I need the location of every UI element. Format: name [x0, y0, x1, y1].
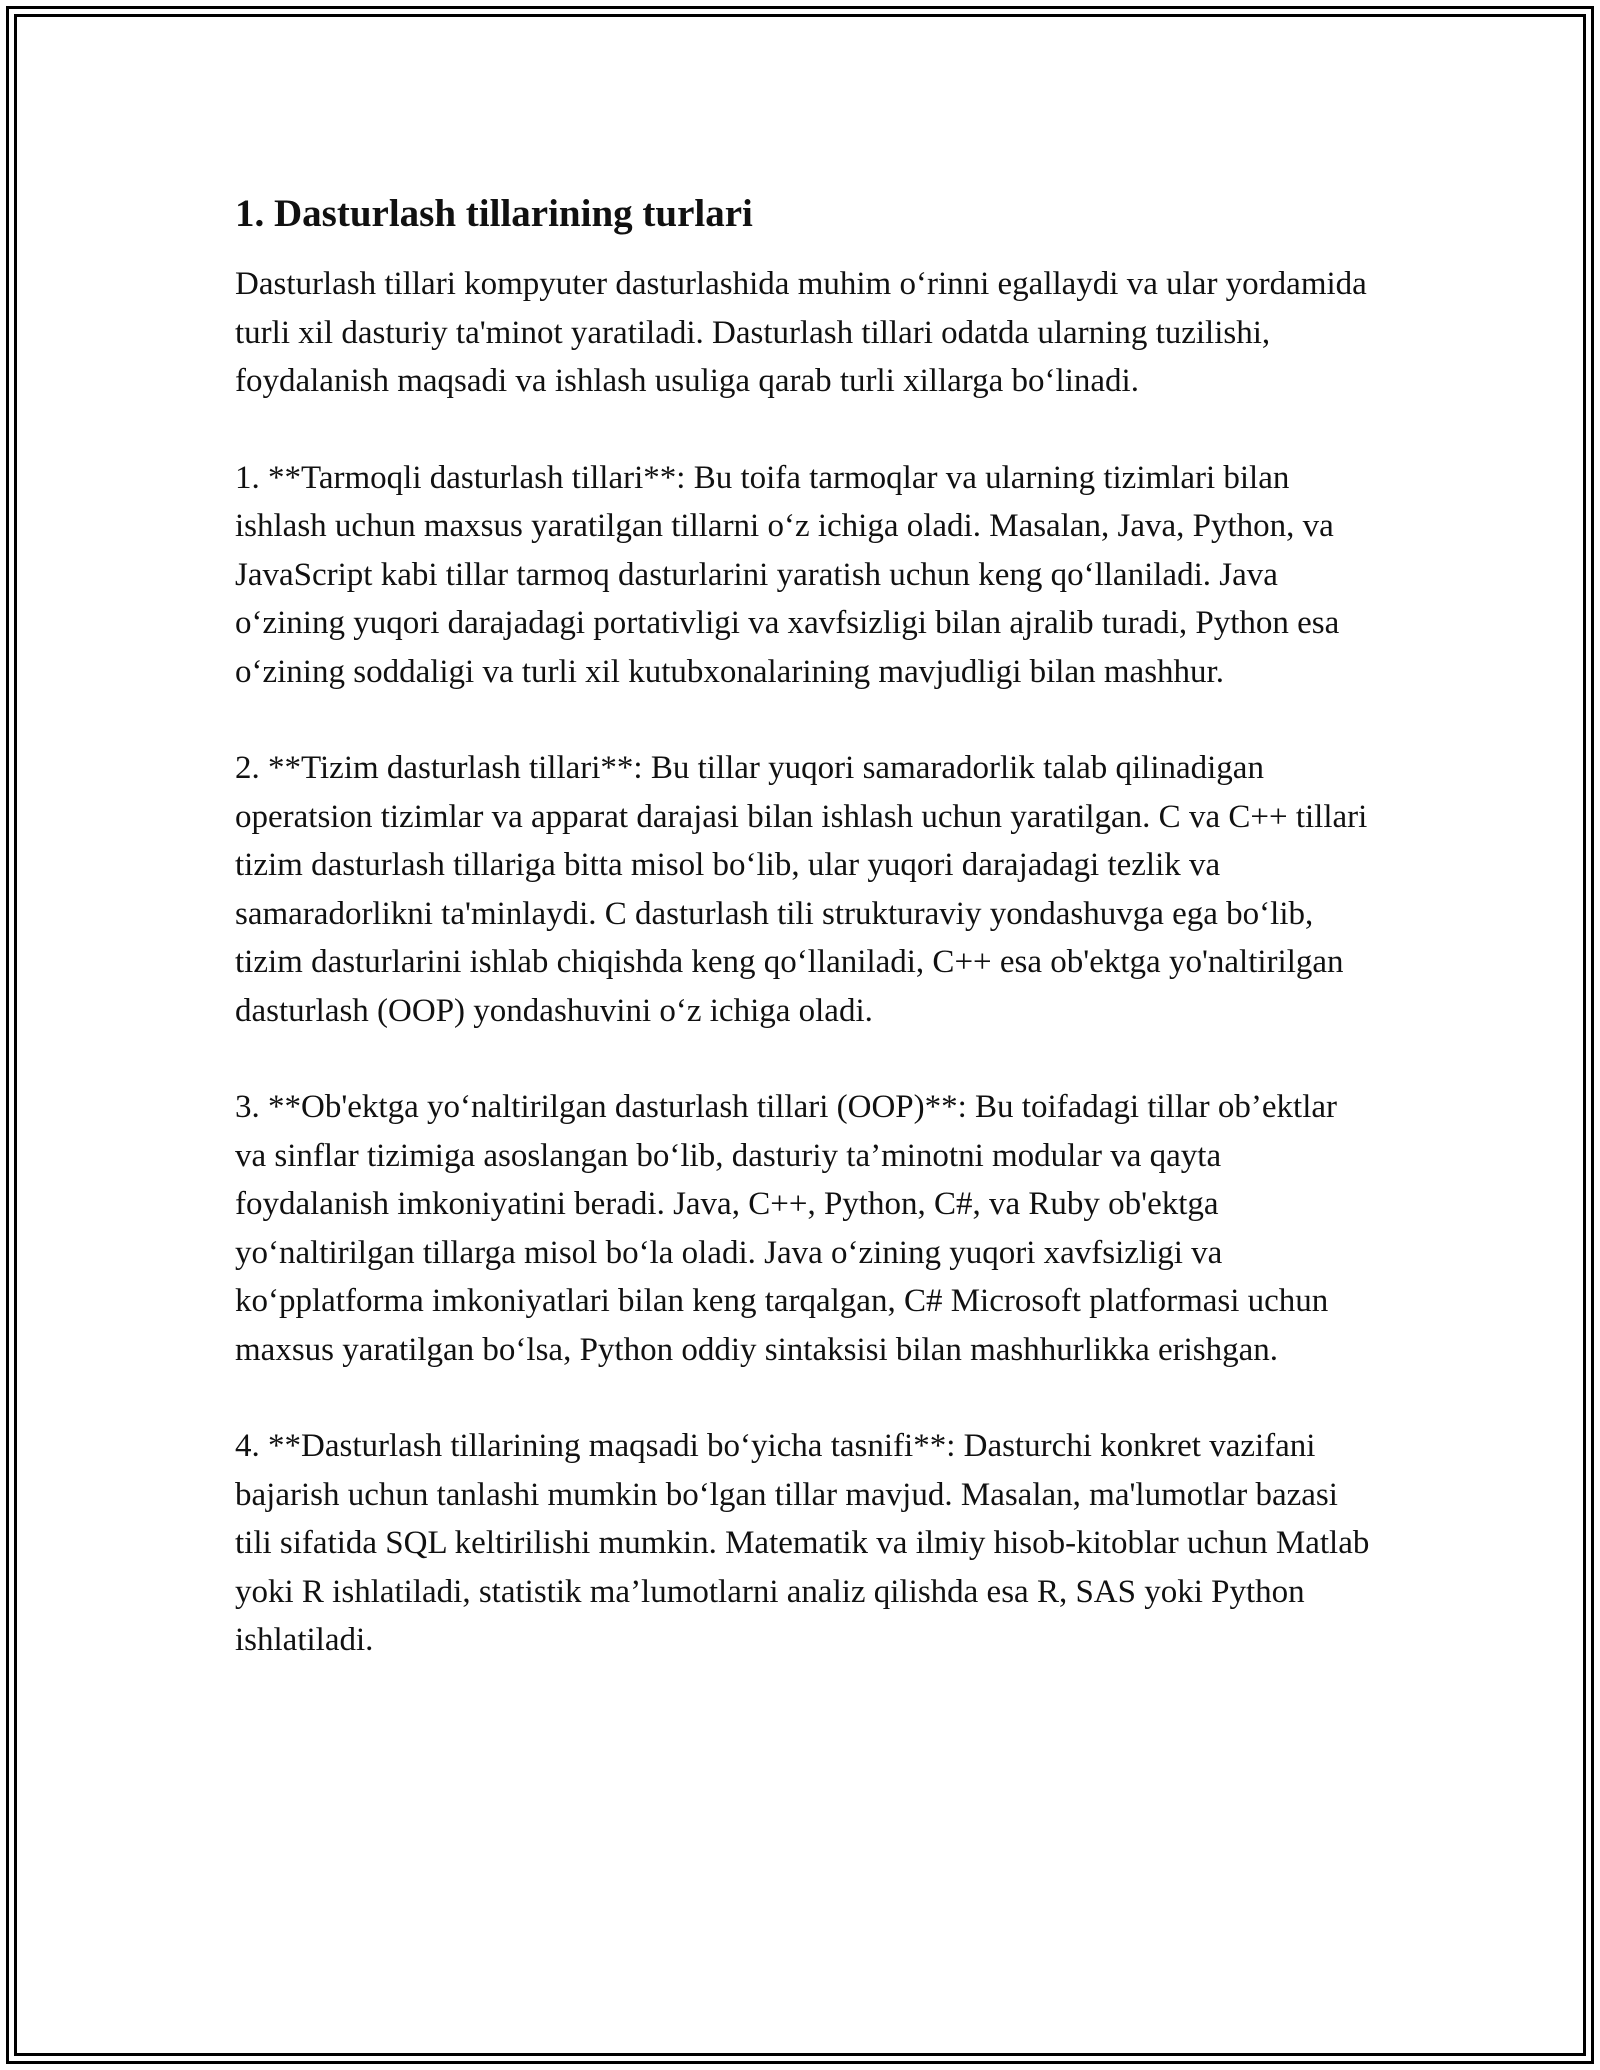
section-heading: 1. Dasturlash tillarining turlari — [235, 192, 753, 235]
paragraph-purpose-classification: 4. **Dasturlash tillarining maqsadi bo‘yicha tasnifi**: Dasturchi konkret vazifani bajarish uchun tanlashi mumkin bo‘lgan tillar mavjud. Masalan, ma'lumotlar bazasi tili sifatida SQL keltirilishi mumkin. Matematik va ilmiy hisob-kitoblar uchun Matlab yoki R ishlatiladi, statistik ma’lumotlarni analiz qilishda esa R, SAS yoki Python ishlatiladi. — [235, 1428, 1370, 1658]
intro-paragraph: Dasturlash tillari kompyuter dasturlashida muhim o‘rinni egallaydi va ular yordamida turli xil dasturiy ta'minot yaratiladi. Dasturlash tillari odatda ularning tuzilishi, foydalanish maqsadi va ishlash usuliga qarab turli xillarga bo‘linadi. — [235, 266, 1367, 399]
paragraph-oop-languages: 3. **Ob'ektga yo‘naltirilgan dasturlash tillari (OOP)**: Bu toifadagi tillar ob’ektlar va sinflar tizimiga asoslangan bo‘lib, dasturiy ta’minotni modular va qayta foydalanish imkoniyatini beradi. Java, C++, Python, C#, va Ruby ob'ektga yo‘naltirilgan tillarga misol bo‘la oladi. Java o‘zining yuqori xavfsizligi va ko‘pplatforma imkoniyatlari bilan keng tarqalgan, C# Microsoft platformasi uchun maxsus yaratilgan bo‘lsa, Python oddiy sintaksisi bilan mashhurlikka erishgan. — [235, 1089, 1338, 1368]
document-body — [235, 188, 1375, 1665]
paragraph-network-languages: 1. **Tarmoqli dasturlash tillari**: Bu toifa tarmoqlar va ularning tizimlari bilan ishlash uchun maxsus yaratilgan tillarni o‘z ichiga oladi. Masalan, Java, Python, va JavaScript kabi tillar tarmoq dasturlarini yaratish uchun keng qo‘llaniladi. Java o‘zining yuqori darajadagi portativligi va xavfsizligi bilan ajralib turadi, Python esa o‘zining soddaligi va turli xil kutubxonalarining mavjudligi bilan mashhur. — [235, 459, 1340, 690]
paragraph-system-languages: 2. **Tizim dasturlash tillari**: Bu tillar yuqori samaradorlik talab qilinadigan operatsion tizimlar va apparat darajasi bilan ishlash uchun yaratilgan. C va C++ tillari tizim dasturlash tillariga bitta misol bo‘lib, ular yuqori darajadagi tezlik va samaradorlikni ta'minlaydi. C dasturlash tili strukturaviy yondashuvga ega bo‘lib, tizim dasturlarini ishlab chiqishda keng qo‘llaniladi, C++ esa ob'ektga yo'naltirilgan dasturlash (OOP) yondashuvini o‘z ichiga oladi. — [235, 750, 1368, 1029]
